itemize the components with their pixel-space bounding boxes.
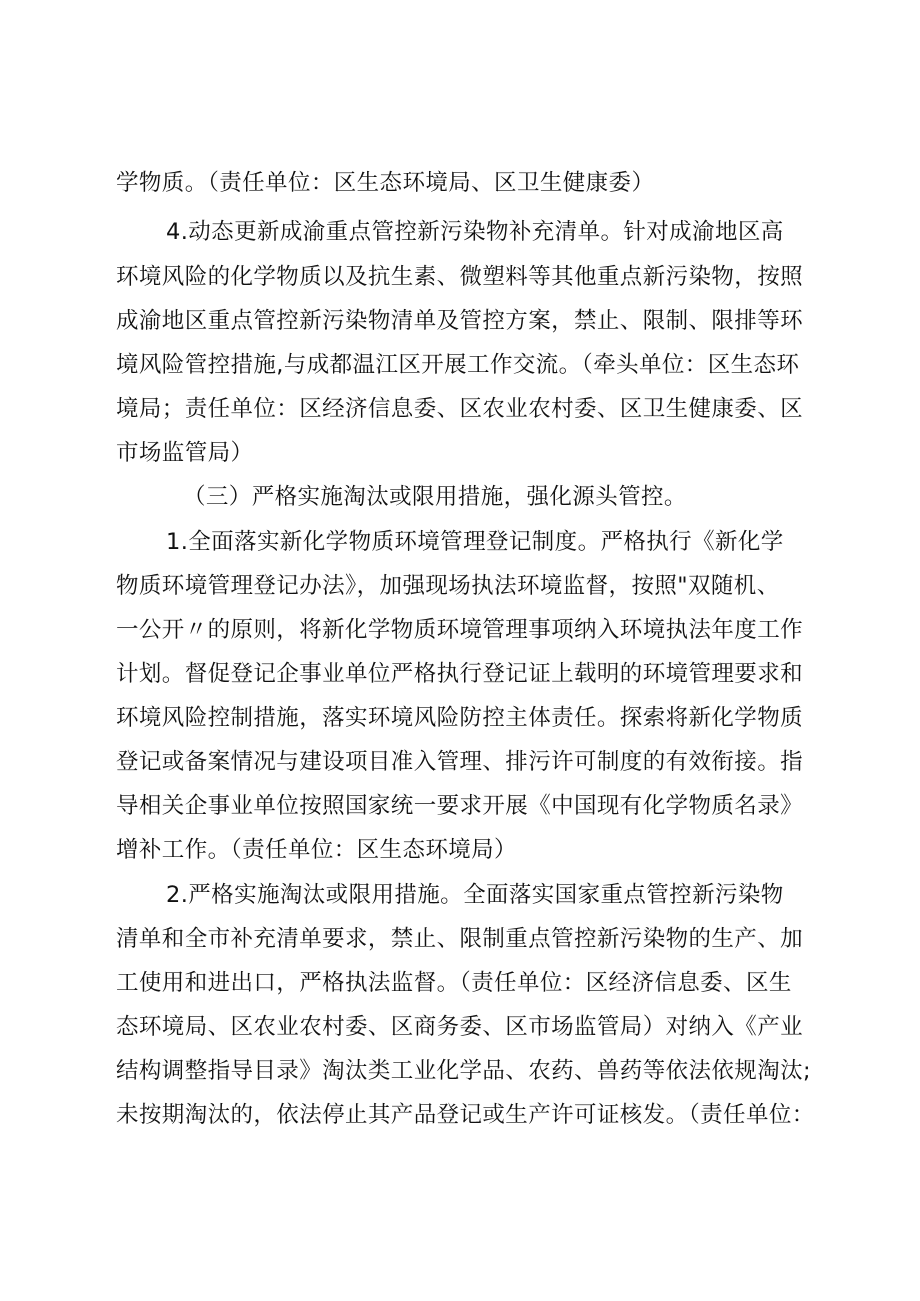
text-line: 成渝地区重点管控新污染物清单及管控方案，禁止、限制、限排等环 bbox=[116, 308, 804, 334]
text-line: 导相关企事业单位按照国家统一要求开展《中国现有化学物质名录》 bbox=[116, 793, 804, 819]
text-line: 1.全面落实新化学物质环境管理登记制度。严格执行《新化学 bbox=[166, 529, 784, 555]
text-line: 市场监管局） bbox=[116, 440, 254, 466]
text-line: 结构调整指导目录》淘汰类工业化学品、农药、兽药等依法依规淘汰; bbox=[116, 1058, 811, 1084]
section-heading: （三）严格实施淘汰或限用措施，强化源头管控。 bbox=[183, 484, 687, 510]
text-line: 登记或备案情况与建设项目准入管理、排污许可制度的有效衔接。指 bbox=[116, 749, 804, 775]
text-line: 环境风险控制措施，落实环境风险防控主体责任。探索将新化学物质 bbox=[116, 705, 804, 731]
text-line: 清单和全市补充清单要求，禁止、限制重点管控新污染物的生产、加 bbox=[116, 926, 804, 952]
text-line: 环境风险的化学物质以及抗生素、微塑料等其他重点新污染物，按照 bbox=[116, 264, 804, 290]
text-line: 一公开〃的原则，将新化学物质环境管理事项纳入环境执法年度工作 bbox=[116, 617, 804, 643]
text-line: 物质环境管理登记办法》，加强现场执法环境监督，按照"双随机、 bbox=[116, 573, 780, 599]
text-line: 工使用和进出口，严格执法监督。（责任单位：区经济信息委、区生 bbox=[116, 970, 792, 996]
text-line: 境局；责任单位：区经济信息委、区农业农村委、区卫生健康委、区 bbox=[116, 396, 804, 422]
text-line: 4.动态更新成渝重点管控新污染物补充清单。针对成渝地区高 bbox=[166, 219, 784, 245]
text-line: 态环境局、区农业农村委、区商务委、区市场监管局）对纳入《产业 bbox=[116, 1014, 804, 1040]
text-line: 2.严格实施淘汰或限用措施。全面落实国家重点管控新污染物 bbox=[166, 882, 784, 908]
text-line: 未按期淘汰的，依法停止其产品登记或生产许可证核发。（责任单位： bbox=[116, 1102, 815, 1128]
text-line: 境风险管控措施,与成都温江区开展工作交流。（牵头单位：区生态环 bbox=[116, 352, 800, 378]
text-line: 学物质。（责任单位：区生态环境局、区卫生健康委） bbox=[116, 170, 655, 196]
text-line: 计划。督促登记企事业单位严格执行登记证上载明的环境管理要求和 bbox=[116, 661, 804, 687]
text-line: 增补工作。（责任单位：区生态环境局） bbox=[116, 837, 517, 863]
